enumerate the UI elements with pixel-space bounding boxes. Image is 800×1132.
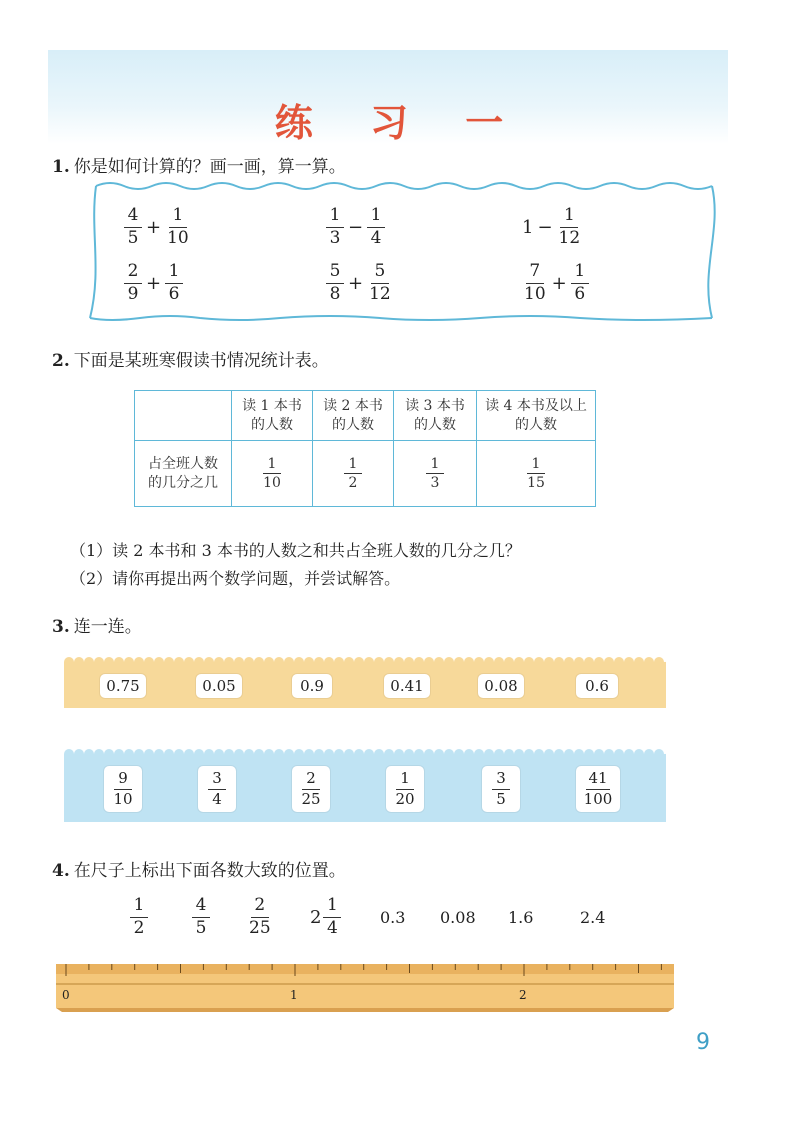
- question-4-prompt: 4. 在尺子上标出下面各数大致的位置。: [52, 861, 346, 881]
- number-item: 0.08: [440, 908, 476, 927]
- page-title: 练 习 一: [274, 101, 526, 145]
- decimal-card: 0.9: [292, 674, 332, 698]
- page-number: 9: [696, 1030, 710, 1055]
- decimal-card: 0.08: [478, 674, 524, 698]
- fraction-card: $\frac{1}{20}$: [386, 766, 424, 812]
- expression: $\frac{4}{5}$ + $\frac{1}{10}$: [124, 206, 191, 248]
- expression: $\frac{1}{3}$ − $\frac{1}{4}$: [326, 206, 385, 248]
- decimal-card: 0.05: [196, 674, 242, 698]
- table-cell: $\frac{1}{3}$: [394, 441, 477, 507]
- table-header-cell: 读 3 本书 的人数: [394, 391, 477, 441]
- question-2-prompt: 2. 下面是某班寒假读书情况统计表。: [52, 351, 329, 371]
- fraction-card: $\frac{2}{25}$: [292, 766, 330, 812]
- table-header-cell: 读 1 本书 的人数: [232, 391, 313, 441]
- number-item: 1.6: [508, 908, 534, 927]
- number-item: $\frac{4}{5}$: [192, 896, 210, 938]
- decimal-card: 0.6: [576, 674, 618, 698]
- table-header-cell: 读 4 本书及以上 的人数: [477, 391, 596, 441]
- table-row-label: 占全班人数 的几分之几: [135, 441, 232, 507]
- reading-stats-table: [134, 390, 596, 507]
- expression: $\frac{5}{8}$ + $\frac{5}{12}$: [326, 262, 393, 304]
- expression: $\frac{7}{10}$ + $\frac{1}{6}$: [522, 262, 589, 304]
- wavy-frame: [0, 0, 800, 340]
- table-cell: $\frac{1}{2}$: [313, 441, 394, 507]
- table-cell: $\frac{1}{10}$: [232, 441, 313, 507]
- question-3-prompt: 3. 连一连。: [52, 617, 142, 637]
- question-2-sub-2: （2）请你再提出两个数学问题，并尝试解答。: [70, 569, 401, 588]
- table-cell: $\frac{1}{15}$: [477, 441, 596, 507]
- table-header-cell: 读 2 本书 的人数: [313, 391, 394, 441]
- expression: 1 − $\frac{1}{12}$: [522, 205, 581, 248]
- number-item: $\frac{2}{25}$: [249, 895, 271, 938]
- fraction-card: $\frac{3}{4}$: [198, 766, 236, 812]
- number-item: $\frac{1}{2}$: [130, 896, 148, 938]
- question-1-prompt: 1. 你是如何计算的？画一画，算一算。: [52, 157, 346, 177]
- ruler-label-2: 2: [519, 988, 527, 1002]
- expression: $\frac{2}{9}$ + $\frac{1}{6}$: [124, 262, 183, 304]
- fraction-card: $\frac{9}{10}$: [104, 766, 142, 812]
- table-corner-cell: [135, 391, 232, 441]
- decimal-card: 0.75: [100, 674, 146, 698]
- ruler-label-1: 1: [290, 988, 298, 1002]
- number-item: 0.3: [380, 908, 406, 927]
- ruler: [0, 960, 800, 1020]
- mixed-number-item: 2 $\frac{1}{4}$: [310, 896, 341, 938]
- fraction-card: $\frac{3}{5}$: [482, 766, 520, 812]
- decimal-card: 0.41: [384, 674, 430, 698]
- question-2-sub-1: （1）读 2 本书和 3 本书的人数之和共占全班人数的几分之几？: [70, 541, 521, 560]
- number-item: 2.4: [580, 908, 606, 927]
- ruler-label-0: 0: [62, 988, 70, 1002]
- fraction-card: $\frac{41}{100}$: [576, 766, 620, 812]
